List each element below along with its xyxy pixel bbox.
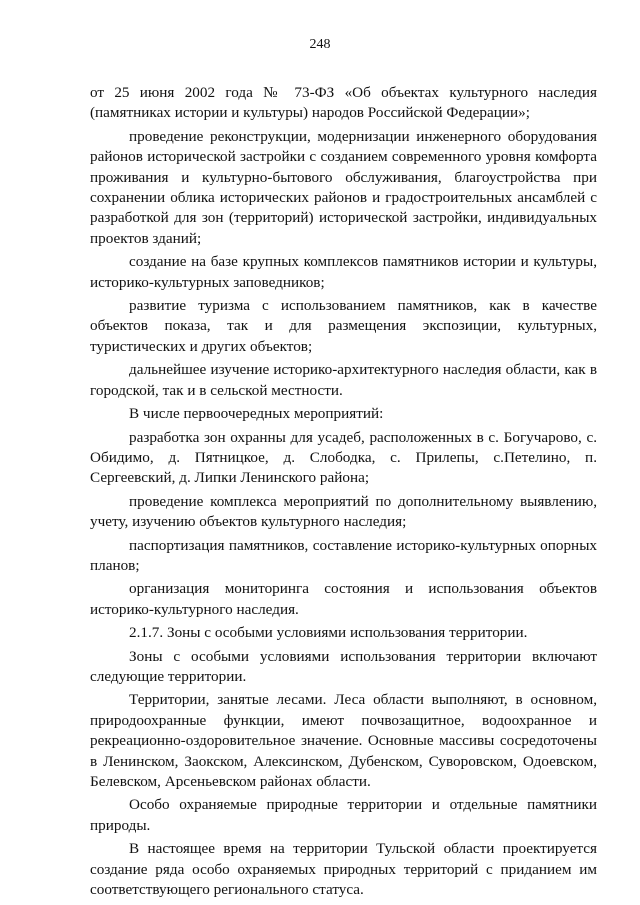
paragraph-priority-measures: В числе первоочередных мероприятий: (129, 405, 384, 423)
document-body (90, 83, 597, 903)
paragraph-reserves: создание на базе крупных комплексов памятников истории и культуры, историко-культурных заповедников; (90, 253, 597, 291)
paragraph-monitoring: организация мониторинга состояния и использования объектов историко-культурного наследия. (90, 580, 597, 618)
page-number: 248 (309, 37, 331, 52)
paragraph-certification: паспортизация памятников, составление историко-культурных опорных планов; (90, 536, 597, 574)
paragraph-tourism: развитие туризма с использованием памятников, как в качестве объектов показа, так и для размещения экспозиции, культурных, туристических и других объектов; (90, 297, 597, 355)
paragraph-special-zones-intro: Зоны с особыми условиями использования территории включают следующие территории. (90, 647, 597, 685)
paragraph-forests: Территории, занятые лесами. Леса области выполняют, в основном, природоохранные функции, имеют почвозащитное, водоохранное и рекреационно-оздоровительное значение. Основные массивы сосредоточены в Ленинском, Заокском, Алексинском, Дубенском, Суворовском, Одоевском, Белевском, Арсеньевском районах области. (90, 691, 597, 790)
section-heading-special-zones: 2.1.7. Зоны с особыми условиями использования территории. (129, 624, 528, 642)
paragraph-reconstruction: проведение реконструкции, модернизации инженерного оборудования районов исторической застройки с созданием современного уровня комфорта проживания и культурно-бытового обслуживания, благоустройства при сохранении облика исторических районов и градостроительных ансамблей с разработкой для зон (территорий) исторической застройки, индивидуальных проектов зданий; (90, 127, 597, 247)
paragraph-heritage-study: дальнейшее изучение историко-архитектурного наследия области, как в городской, так и в сельской местности. (90, 361, 597, 399)
paragraph-protection-zones: разработка зон охранны для усадеб, расположенных в с. Богучарово, с. Обидимо, д. Пятницкое, д. Слободка, с. Прилепы, с.Петелино, п. Сергеевский, д. Липки Ленинского района; (90, 428, 597, 487)
paragraph-current-projects: В настоящее время на территории Тульской области проектируется создание ряда особо охраняемых природных территорий с приданием им соответствующего регионального статуса. (90, 840, 597, 899)
paragraph-law-reference: от 25 июня 2002 года № 73-ФЗ «Об объектах культурного наследия (памятниках истории и культуры) народов Российской Федерации»; (90, 84, 597, 122)
paragraph-protected-areas: Особо охраняемые природные территории и отдельные памятники природы. (90, 796, 597, 834)
paragraph-identification: проведение комплекса мероприятий по дополнительному выявлению, учету, изучению объектов культурного наследия; (90, 492, 597, 531)
